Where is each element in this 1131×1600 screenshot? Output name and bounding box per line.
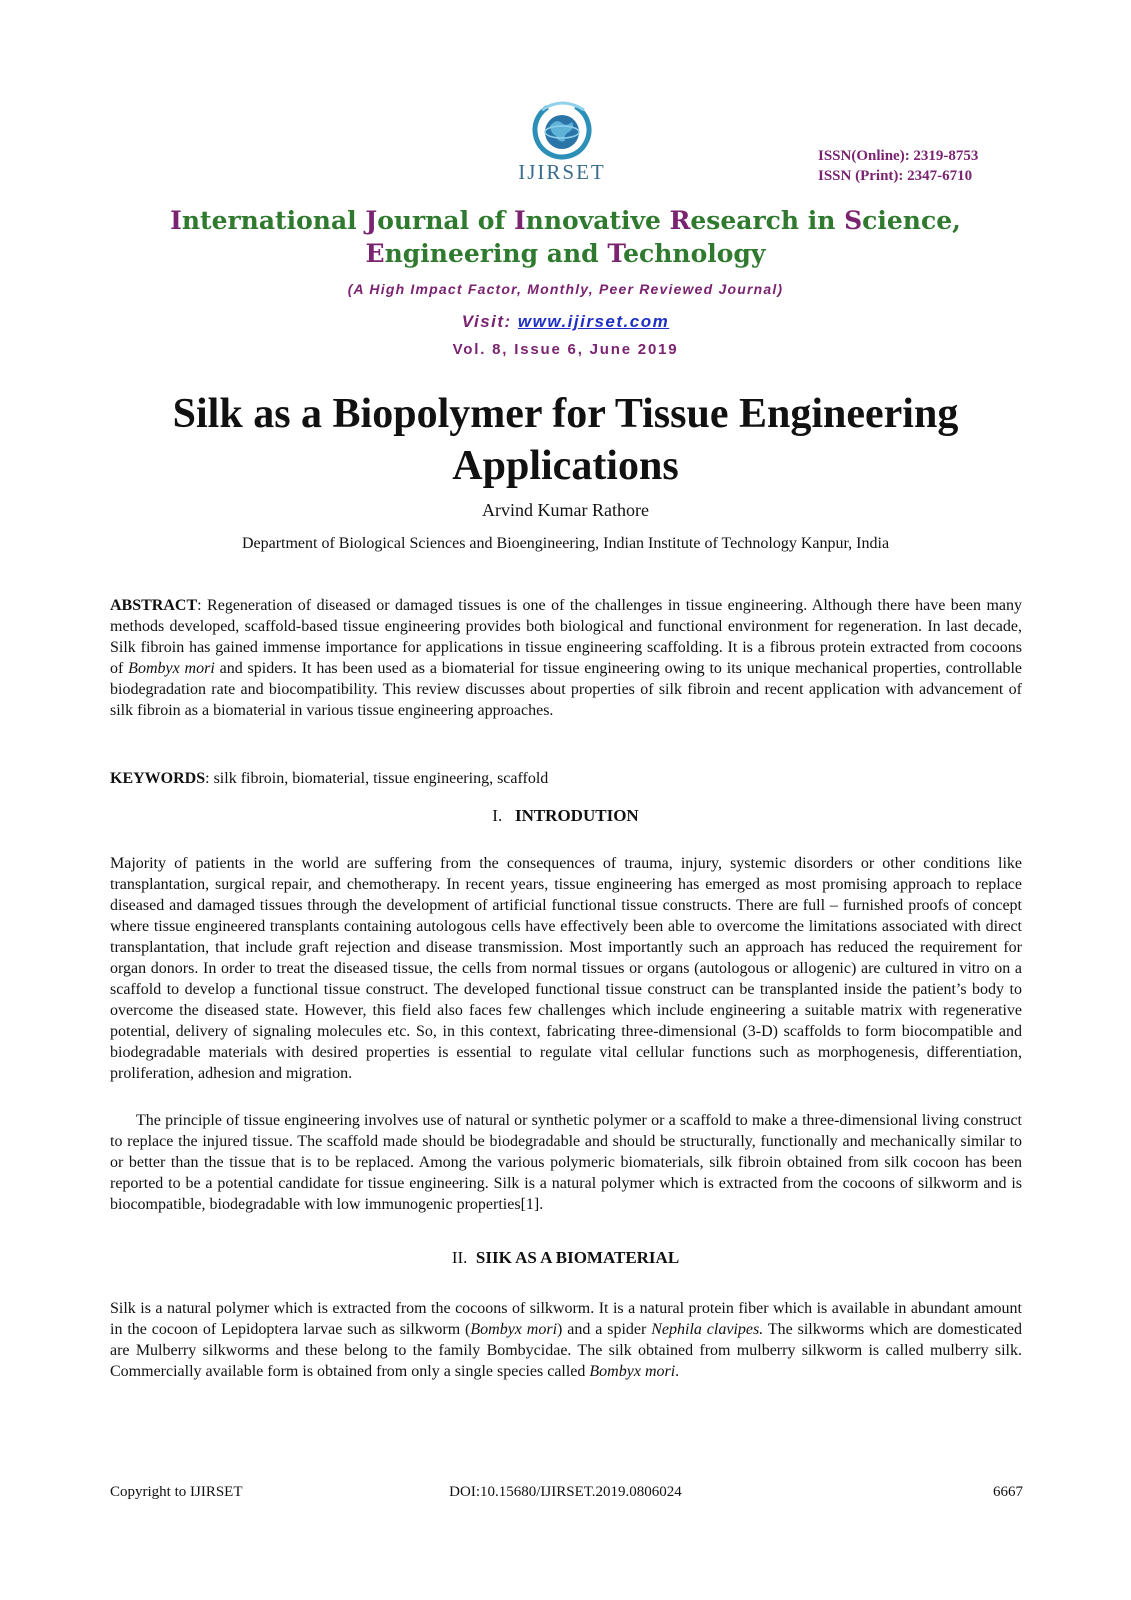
- footer-copyright: Copyright to IJIRSET: [110, 1484, 243, 1500]
- issn-online: ISSN(Online): 2319-8753: [818, 148, 979, 164]
- paper-title: [100, 388, 1031, 492]
- species-name: Nephila clavipes.: [651, 1321, 764, 1338]
- section-number: II.: [451, 1248, 468, 1267]
- journal-tagline: (A High Impact Factor, Monthly, Peer Reviewed Journal): [347, 281, 784, 297]
- journal-title-initial: R: [669, 206, 691, 235]
- journal-title-initial: S: [844, 206, 863, 235]
- issn-print: ISSN (Print): 2347-6710: [818, 168, 973, 184]
- footer-doi: DOI:10.15680/IJIRSET.2019.0806024: [449, 1484, 682, 1500]
- journal-title-text: nnovative: [525, 206, 670, 235]
- volume-issue: Vol. 8, Issue 6, June 2019: [452, 341, 679, 358]
- journal-title-initial: E: [365, 239, 385, 268]
- footer-page-number: 6667: [993, 1484, 1023, 1500]
- keywords-text: : silk fibroin, biomaterial, tissue engineering, scaffold: [205, 770, 549, 787]
- paragraph-text-run: ) and a spider: [557, 1321, 652, 1338]
- paragraph-text-run: Silk is a natural polymer which is extracted from the cocoons of silkworm. It is a natural protein fiber which is available in abundant amount in the cocoon of Lepidoptera larvae such as silkworm (: [110, 1300, 1022, 1338]
- paper-title-line1: Silk as a Biopolymer for Tissue Engineering: [172, 391, 959, 437]
- species-name: Bombyx mori: [589, 1363, 676, 1380]
- journal-title-text: ngineering and: [384, 239, 608, 268]
- intro-paragraph-1: Majority of patients in the world are suffering from the consequences of trauma, injury, systemic disorders or other conditions like transplantation, surgical repair, and chemotherapy. In recent years, tissue engineering has emerged as most promising approach to replace diseased and damaged tissues through the development of artificial functional tissue constructs. There are full – furnished proofs of concept where tissue engineered transplants containing autologous cells have effectively been able to overcome the limitations associated with direct transplantation, that include graft rejection and disease transmission. Most importantly such an approach has reduced the requirement for organ donors. In order to treat the diseased tissue, the cells from normal tissues or organs (autologous or allogenic) are cultured in vitro on a scaffold to develop a functional tissue construct. The developed functional tissue construct can be transplanted inside the patient’s body to overcome the diseased state. However, this field also faces few challenges which include engineering a suitable matrix with regenerative potential, delivery of signaling molecules etc. So, in this context, fabricating three-dimensional (3-D) scaffolds to form biocompatible and biodegradable materials with desired properties is essential to regulate vital cellular functions such as morphogenesis, differentiation, proliferation, adhesion and migration.: [110, 855, 1022, 1082]
- visit-line: [0, 312, 1131, 332]
- abstract: [110, 595, 1022, 721]
- abstract-text-run: and spiders. It has been used as a biomaterial for tissue engineering owing to its unique mechanical properties, controllable biodegradation rate and biocompatibility. This review discusses about properties of silk fibroin and recent application with advancement of silk fibroin as a biomaterial in various tissue engineering approaches.: [110, 660, 1023, 719]
- journal-title-line1: [0, 204, 1131, 237]
- journal-title-text: echnology: [623, 239, 766, 268]
- issn-block: [818, 146, 978, 186]
- author-name: Arvind Kumar Rathore: [482, 500, 649, 520]
- paragraph-text-run: .: [675, 1363, 680, 1380]
- paper-title-line2: Applications: [452, 443, 679, 489]
- section-number: I.: [492, 806, 503, 825]
- section-title: INTRODUTION: [514, 806, 639, 825]
- journal-title-line2: [0, 237, 1131, 270]
- section-heading-introduction: [0, 806, 1131, 826]
- silk-paragraph-1: [110, 1298, 1022, 1382]
- species-name: Bombyx mori: [470, 1321, 558, 1338]
- journal-title: [0, 204, 1131, 270]
- visit-label: Visit:: [461, 312, 518, 331]
- author-affiliation: Department of Biological Sciences and Bioengineering, Indian Institute of Technology Kanpur, India: [241, 535, 890, 552]
- abstract-text-run: : Regeneration of diseased or damaged tissues is one of the challenges in tissue engineering. Although there have been many methods developed, scaffold-based tissue engineering provides both biological and functional environment for regeneration. In last decade, Silk fibroin has gained immense importance for applications in tissue engineering scaffolding. It is a fibrous protein extracted from cocoons of: [110, 597, 1022, 677]
- journal-title-initial: I: [513, 206, 526, 235]
- keywords-label: KEYWORDS: [110, 770, 206, 787]
- species-name: Bombyx mori: [128, 660, 215, 677]
- paragraph-text-run: The silkworms which are domesticated are Mulberry silkworms and these belong to the family Bombycidae. The silk obtained from mulberry silkworm is called mulberry silk. Commercially available form is obtained from only a single species called: [110, 1321, 1023, 1380]
- journal-title-text: cience,: [862, 206, 961, 235]
- journal-title-text: esearch in: [690, 206, 845, 235]
- journal-title-initial: J: [365, 206, 378, 235]
- abstract-label: ABSTRACT: [110, 597, 198, 614]
- keywords: [110, 768, 1022, 789]
- journal-title-initial: I: [170, 206, 182, 235]
- abstract-text: [110, 597, 1022, 719]
- intro-paragraph-2: The principle of tissue engineering involves use of natural or synthetic polymer or a scaffold to make a three-dimensional living construct to replace the injured tissue. The scaffold made should be biodegradable and should be structurally, functionally and mechanically similar to or better than the tissue that is to be replaced. Among the various polymeric biomaterials, silk fibroin obtained from silk cocoon has been reported to be a potential candidate for tissue engineering. Silk is a natural polymer which is extracted from the cocoons of silkworm and is biocompatible, biodegradable with low immunogenic properties[1].: [110, 1112, 1022, 1213]
- journal-title-text: nternational: [181, 206, 366, 235]
- section-title: SIIK AS A BIOMATERIAL: [475, 1248, 680, 1267]
- journal-title-text: ournal of: [377, 206, 514, 235]
- section-heading-silk-biomaterial: [0, 1248, 1131, 1268]
- journal-title-initial: T: [607, 239, 624, 268]
- logo-text: IJIRSET: [518, 160, 606, 184]
- journal-website-link[interactable]: www.ijirset.com: [517, 312, 670, 331]
